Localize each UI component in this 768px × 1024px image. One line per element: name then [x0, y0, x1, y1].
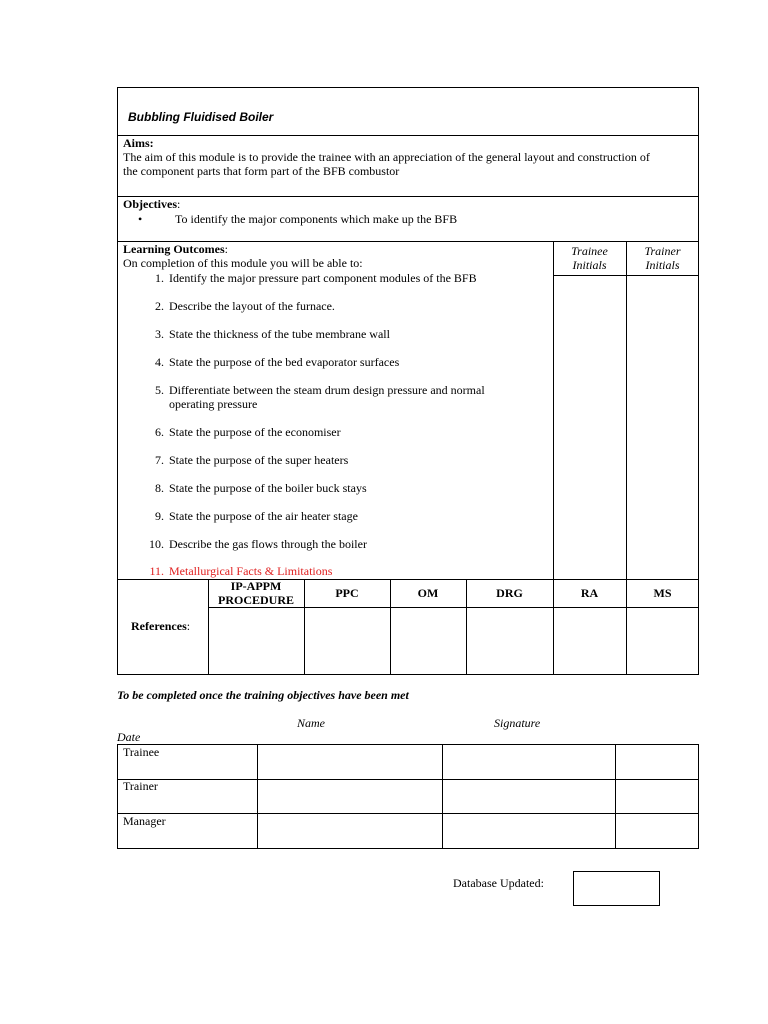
- manager-date-field[interactable]: [616, 814, 698, 848]
- ref-header-om: OM: [417, 586, 439, 600]
- aims-label: Aims:: [123, 136, 154, 150]
- signoff-row-manager: Manager: [123, 814, 166, 828]
- ref-header-procedure: PROCEDURE: [217, 593, 294, 607]
- outcome-text-highlighted: Metallurgical Facts & Limitations: [169, 564, 333, 578]
- outcome-number: 1.: [155, 271, 164, 285]
- outcome-text: Describe the layout of the furnace.: [169, 299, 335, 313]
- objectives-bullet: •: [138, 212, 143, 226]
- database-updated-field[interactable]: [573, 871, 660, 906]
- trainee-signature-field[interactable]: [443, 745, 615, 779]
- learning-outcomes-label: Learning Outcomes: [123, 242, 225, 256]
- outcome-number-highlighted: 11.: [149, 564, 164, 578]
- objectives-heading: [123, 197, 180, 211]
- objectives-item: To identify the major components which make up the BFB: [175, 212, 458, 226]
- aims-text-line-1: The aim of this module is to provide the trainee with an appreciation of the general layout and construction of: [123, 150, 650, 164]
- divider-aims: [117, 196, 699, 197]
- references-label: References: [131, 619, 187, 633]
- outcome-text: Describe the gas flows through the boiler: [169, 537, 367, 551]
- objectives-colon: :: [176, 197, 181, 211]
- ref-header-ppc: PPC: [335, 586, 359, 600]
- signoff-name-header: Name: [297, 716, 325, 730]
- divider-title: [117, 135, 699, 136]
- ref-header-ip-appm: IP-APPM: [230, 579, 282, 593]
- learning-outcomes-intro: On completion of this module you will be able to:: [123, 256, 363, 270]
- module-title: Bubbling Fluidised Boiler: [128, 110, 274, 124]
- outcome-number: 8.: [155, 481, 164, 495]
- outcome-text: Differentiate between the steam drum design pressure and normal: [169, 383, 485, 397]
- outcome-number: 2.: [155, 299, 164, 313]
- outcome-number: 9.: [155, 509, 164, 523]
- trainer-date-field[interactable]: [616, 780, 698, 813]
- signoff-row-trainer: Trainer: [123, 779, 158, 793]
- trainer-initials-header-line-2: Initials: [645, 258, 680, 272]
- manager-signature-field[interactable]: [443, 814, 615, 848]
- outcome-number: 4.: [155, 355, 164, 369]
- signoff-row-trainee: Trainee: [123, 745, 160, 759]
- ref-header-ra: RA: [580, 586, 599, 600]
- outcome-number: 10.: [149, 537, 164, 551]
- signoff-signature-header: Signature: [494, 716, 541, 730]
- divider-references-top: [117, 579, 699, 580]
- col-divider-trainer: [626, 241, 627, 579]
- outcome-number: 5.: [155, 383, 164, 397]
- ref-header-drg: DRG: [496, 586, 523, 600]
- database-updated-label: Database Updated:: [453, 876, 544, 890]
- outcome-text: Identify the major pressure part component modules of the BFB: [169, 271, 477, 285]
- trainer-signature-field[interactable]: [443, 780, 615, 813]
- outcome-number: 6.: [155, 425, 164, 439]
- outcome-text: State the purpose of the economiser: [169, 425, 341, 439]
- references-colon: :: [186, 619, 191, 633]
- ref-header-ms: MS: [653, 586, 672, 600]
- manager-name-field[interactable]: [258, 814, 442, 848]
- learning-outcomes-colon: :: [224, 242, 229, 256]
- trainee-initials-header-line-2: Initials: [572, 258, 607, 272]
- aims-text-line-2: the component parts that form part of the BFB combustor: [123, 164, 400, 178]
- outcome-text: State the purpose of the bed evaporator surfaces: [169, 355, 400, 369]
- initials-header-divider: [553, 275, 699, 276]
- signoff-date-header: Date: [117, 730, 141, 744]
- col-divider-trainee: [553, 241, 554, 579]
- trainer-name-field[interactable]: [258, 780, 442, 813]
- trainer-initials-header-line-1: Trainer: [644, 244, 681, 258]
- outcome-text: State the purpose of the air heater stage: [169, 509, 358, 523]
- objectives-label: Objectives: [123, 197, 177, 211]
- outcome-text: State the purpose of the super heaters: [169, 453, 349, 467]
- outcome-text: State the purpose of the boiler buck stays: [169, 481, 367, 495]
- trainee-initials-header-line-1: Trainee: [571, 244, 608, 258]
- outcome-text: State the thickness of the tube membrane wall: [169, 327, 390, 341]
- references-heading: [131, 619, 190, 633]
- outcome-number: 7.: [155, 453, 164, 467]
- outcome-text-continued: operating pressure: [169, 397, 258, 411]
- trainee-date-field[interactable]: [616, 745, 698, 779]
- signoff-instruction: To be completed once the training objectives have been met: [117, 688, 409, 702]
- trainee-name-field[interactable]: [258, 745, 442, 779]
- outcome-number: 3.: [155, 327, 164, 341]
- learning-outcomes-heading: [123, 242, 228, 256]
